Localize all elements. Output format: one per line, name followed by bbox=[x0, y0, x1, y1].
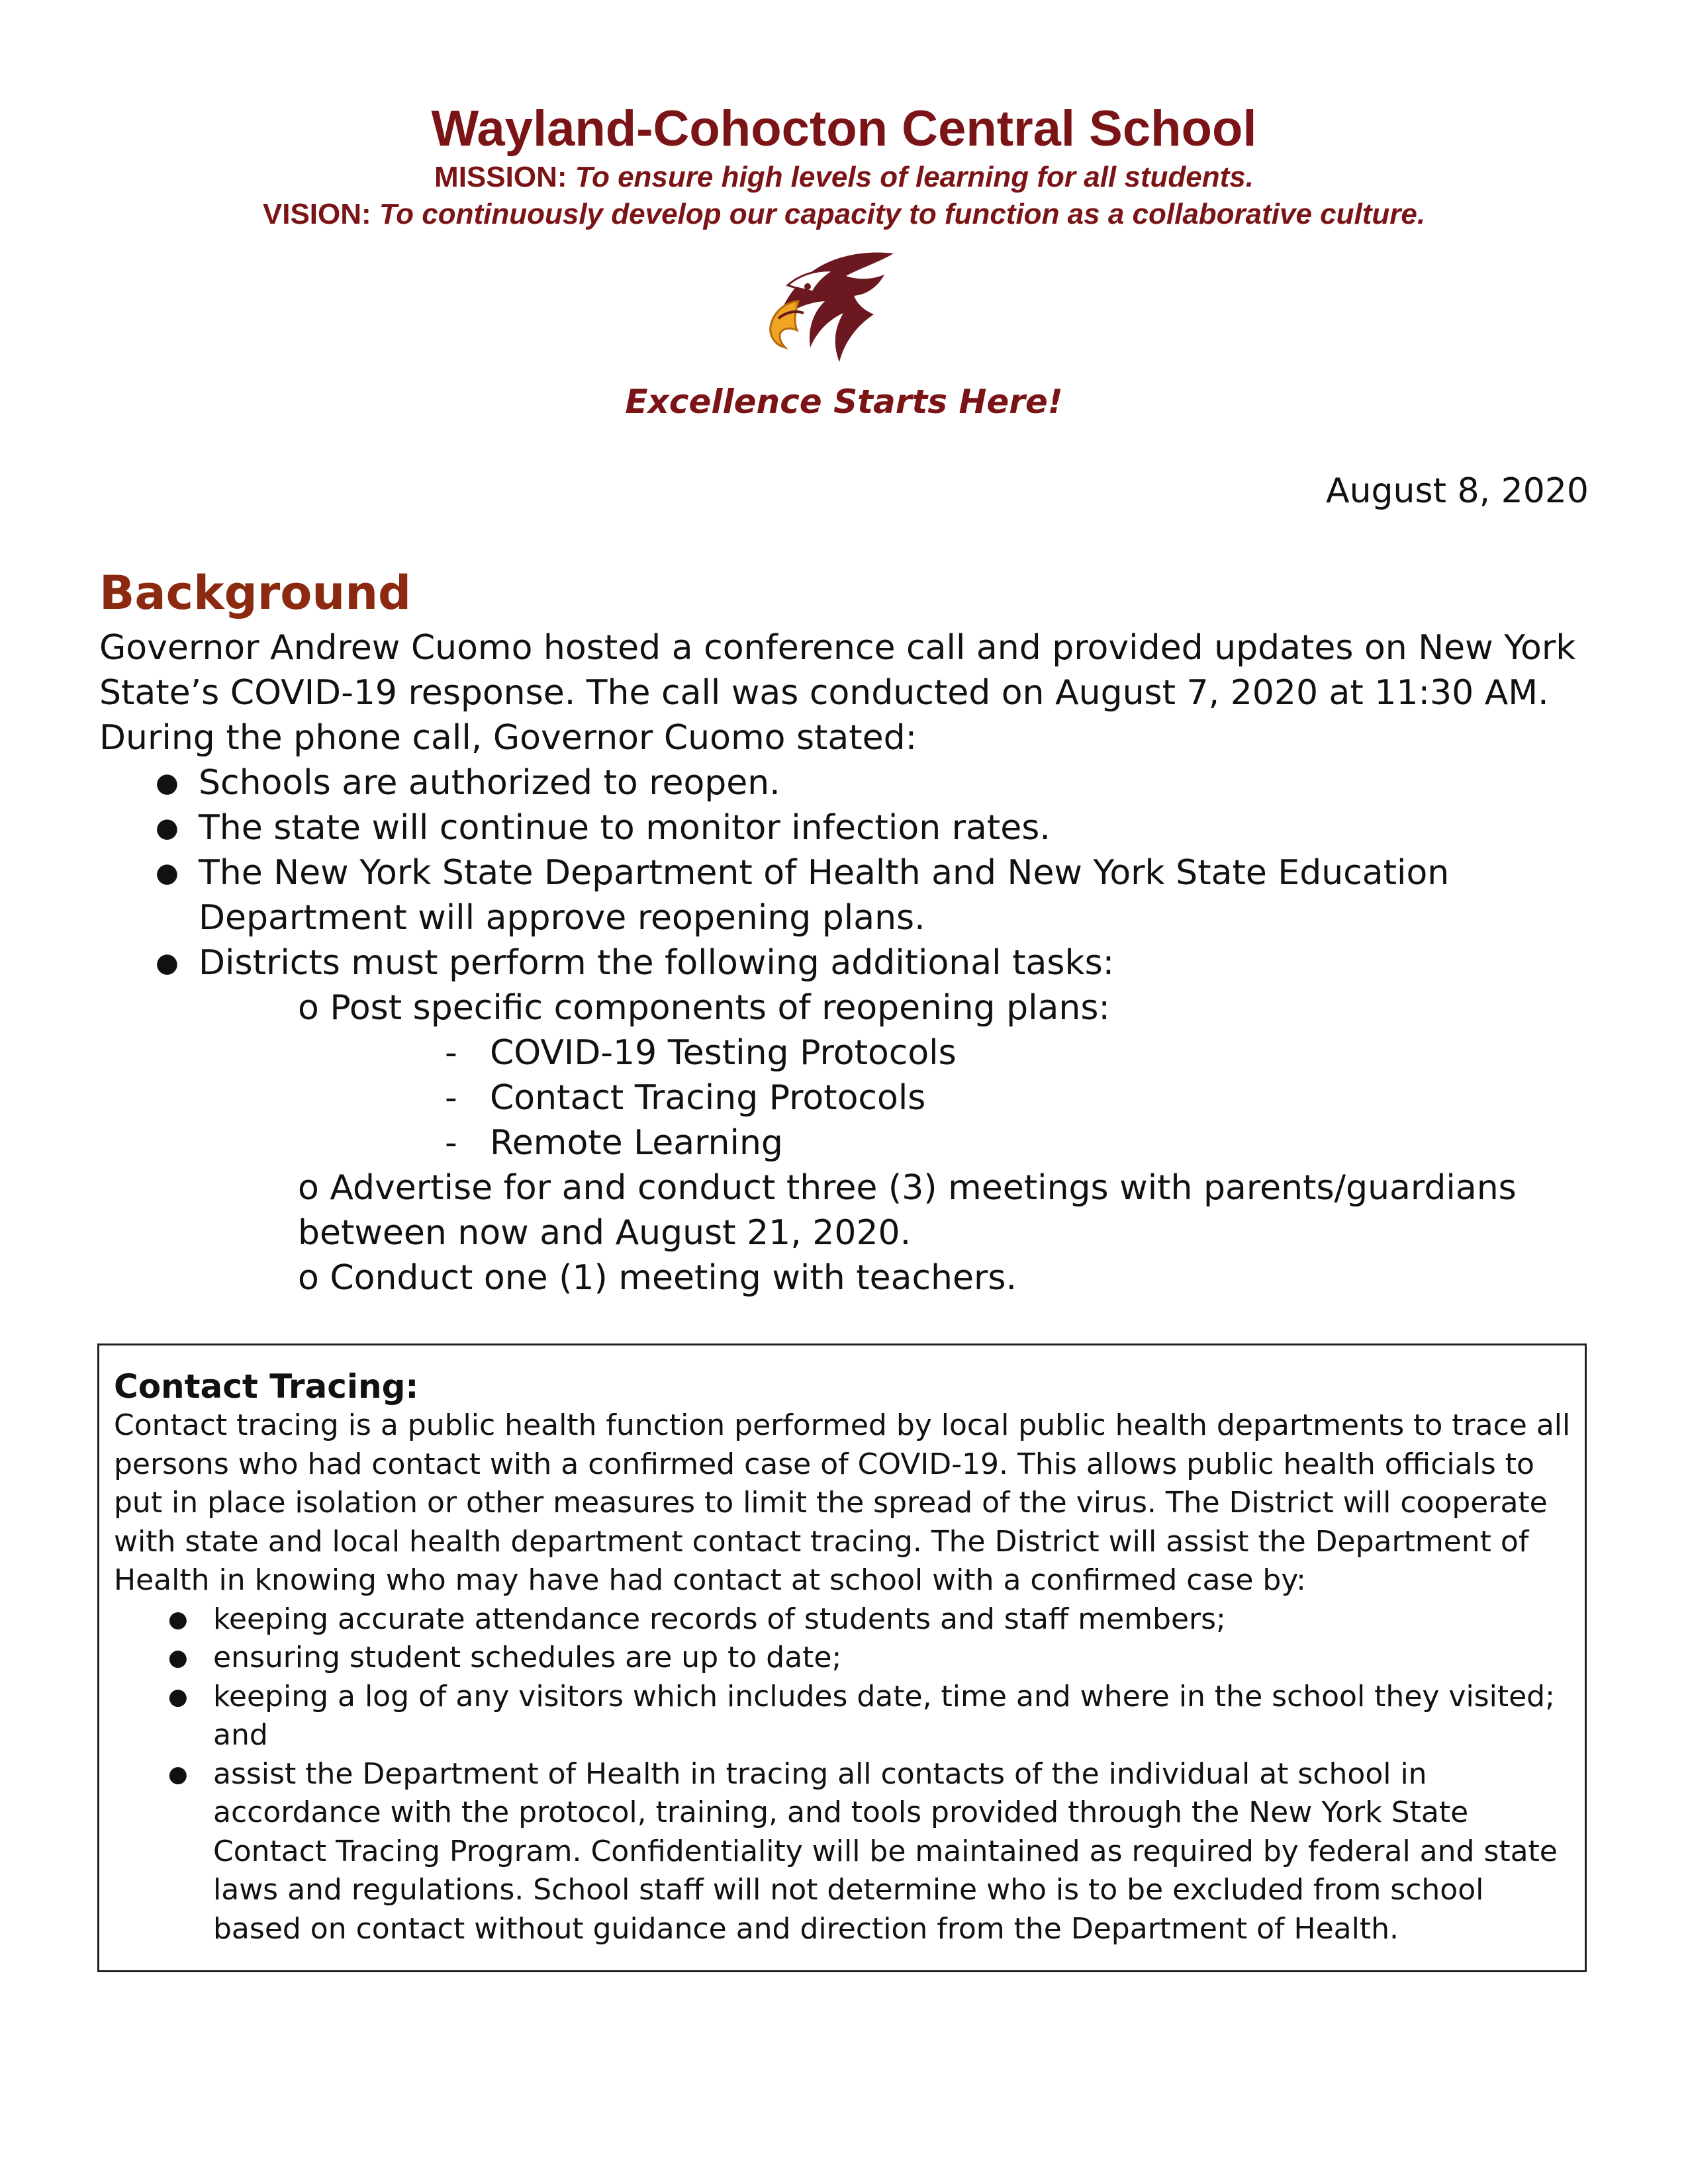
dash-icon: - bbox=[445, 1078, 457, 1118]
list-item: ● Schools are authorized to reopen. bbox=[99, 760, 1589, 805]
list-item: ● The state will continue to monitor infection rates. bbox=[99, 805, 1589, 850]
governor-statements-list bbox=[99, 760, 1589, 985]
mission-label: MISSION: bbox=[434, 161, 567, 193]
contact-tracing-title: Contact Tracing: bbox=[114, 1367, 419, 1406]
mission-text: To ensure high levels of learning for all students. bbox=[575, 161, 1254, 193]
component-item: - Contact Tracing Protocols bbox=[99, 1075, 1589, 1120]
school-name: Wayland-Cohocton Central School bbox=[431, 101, 1257, 157]
letterhead bbox=[0, 99, 1688, 233]
component-item: - Remote Learning bbox=[99, 1120, 1589, 1165]
bullet-icon: ● bbox=[168, 1683, 188, 1710]
vision-label: VISION: bbox=[262, 198, 371, 230]
mission-line bbox=[0, 159, 1688, 196]
bullet-icon: ● bbox=[156, 813, 179, 843]
vision-text: To continuously develop our capacity to function as a collaborative culture. bbox=[379, 198, 1426, 230]
eagle-logo-icon bbox=[761, 248, 900, 367]
task-teacher-meeting: o Conduct one (1) meeting with teachers. bbox=[298, 1258, 1017, 1298]
contact-tracing-box bbox=[97, 1343, 1587, 1972]
bullet-icon: ● bbox=[168, 1760, 188, 1788]
dash-icon: - bbox=[445, 1123, 457, 1163]
task-post-components: o Post specific components of reopening plans: bbox=[298, 988, 1110, 1028]
background-heading: Background bbox=[99, 566, 412, 620]
list-item: ● The New York State Department of Health and New York State Education Department will approve reopening plans. bbox=[99, 850, 1589, 940]
component-item: - COVID-19 Testing Protocols bbox=[99, 1030, 1589, 1075]
background-intro: Governor Andrew Cuomo hosted a conference call and provided updates on New York State’s COVID-19 response. The call was conducted on August 7, 2020 at 11:30 AM. During the phone call, Governor Cuomo stated: bbox=[99, 628, 1576, 758]
list-item: ● Districts must perform the following additional tasks: bbox=[99, 940, 1589, 985]
bullet-icon: ● bbox=[156, 948, 179, 978]
dash-icon: - bbox=[445, 1033, 457, 1073]
bullet-icon: ● bbox=[156, 858, 179, 888]
list-item: ● keeping a log of any visitors which includes date, time and where in the school they visited; and bbox=[114, 1678, 1577, 1755]
bullet-icon: ● bbox=[168, 1645, 188, 1671]
bullet-icon: ● bbox=[156, 768, 179, 798]
letter-date: August 8, 2020 bbox=[1326, 471, 1589, 511]
contact-tracing-text: Contact tracing is a public health function performed by local public health departments to trace all persons who had contact with a confirmed case of COVID-19. This allows public health officials to put in place isolation or other measures to limit the spread of the virus. The District will cooperate with state and local health department contact tracing. The District will assist the Department of Health in knowing who may have had contact at school with a confirmed case by: bbox=[114, 1408, 1571, 1597]
vision-line bbox=[0, 196, 1688, 233]
background-section bbox=[99, 625, 1589, 1300]
list-item: ● keeping accurate attendance records of students and staff members; bbox=[114, 1600, 1577, 1639]
task-parent-meetings: o Advertise for and conduct three (3) meetings with parents/guardians between now and August 21, 2020. bbox=[298, 1168, 1517, 1253]
list-item: ● ensuring student schedules are up to date; bbox=[114, 1639, 1577, 1678]
contact-tracing-list bbox=[114, 1600, 1577, 1949]
list-item: ● assist the Department of Health in tracing all contacts of the individual at school in accordance with the protocol, training, and tools provided through the New York State Contact Tracing Program. Confidentiality will be maintained as required by federal and state laws and regulations. School staff will not determine who is to be excluded from school based on contact without guidance and direction from the Department of Health. bbox=[114, 1755, 1577, 1949]
bullet-icon: ● bbox=[168, 1606, 188, 1633]
slogan: Excellence Starts Here! bbox=[625, 383, 1063, 421]
